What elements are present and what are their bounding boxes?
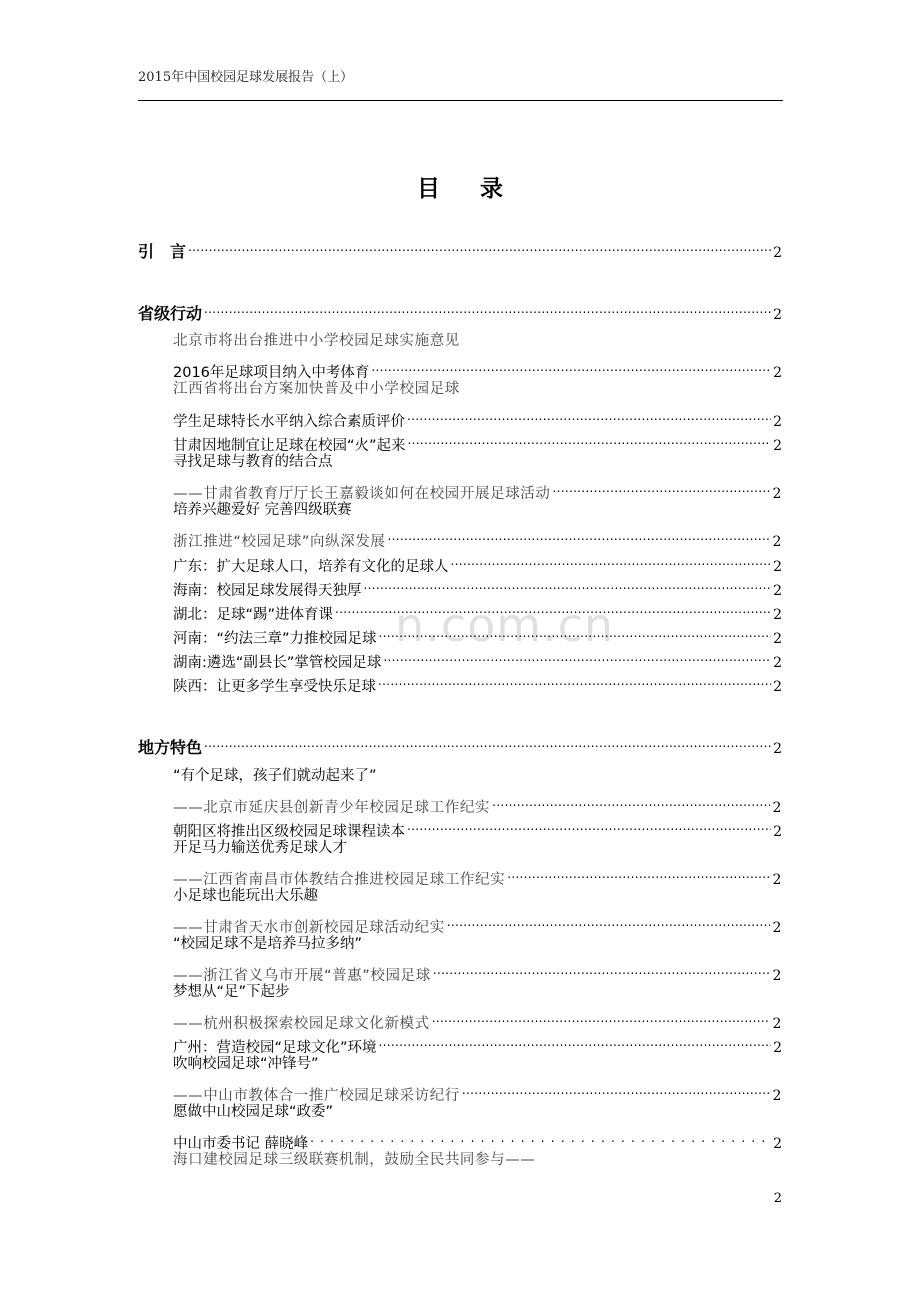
toc-entry[interactable]: ——甘肃省教育厅厅长王嘉毅谈如何在校园开展足球活动 ..... 2 [173,474,782,498]
toc-title: 目录 [417,176,543,202]
running-header: 2015年中国校园足球发展报告（上） [138,70,354,85]
watermark: n.com.cn [395,598,615,652]
toc-entry[interactable]: 广州：营造校园“足球文化”环境 ..... 2 [173,1028,782,1052]
toc-entry[interactable]: 湖北：足球“踢”进体育课 ..... 2 [173,595,782,619]
toc-entry[interactable]: 甘肃因地制宜让足球在校园“火”起来 ..... 2 [173,426,782,450]
toc-entry[interactable]: 学生足球特长水平纳入综合素质评价 ..... 2 [173,402,782,426]
toc-entry[interactable]: 寻找足球与教育的结合点 [173,454,333,470]
toc-entry[interactable]: 陕西：让更多学生享受快乐足球 ..... 2 [173,667,782,691]
toc-entry[interactable]: ——北京市延庆县创新青少年校园足球工作纪实 ..... 2 [173,788,782,812]
toc-entry[interactable]: 浙江推进“校园足球”向纵深发展 ..... 2 [173,522,782,546]
toc-entry[interactable]: “校园足球不是培养马拉多纳” [173,936,363,952]
toc-entry[interactable]: 小足球也能玩出大乐趣 [173,888,318,904]
toc-section-local[interactable]: 地方特色 ..... 2 [138,729,782,753]
toc-entry[interactable]: 广东：扩大足球人口，培养有文化的足球人 ..... 2 [173,547,782,571]
toc-entry[interactable]: 开足马力输送优秀足球人才 [173,840,347,856]
header-divider [138,100,783,101]
toc-entry[interactable]: 吹响校园足球“冲锋号” [173,1056,319,1072]
toc-entry[interactable]: 愿做中山校园足球“政委” [173,1104,334,1120]
toc-entry[interactable]: ——江西省南昌市体教结合推进校园足球工作纪实 ..... 2 [173,860,782,884]
toc-entry[interactable]: “有个足球，孩子们就动起来了” [173,768,377,784]
toc-entry[interactable]: 河南：“约法三章”力推校园足球 ..... 2 [173,619,782,643]
toc-entry[interactable]: ——甘肃省天水市创新校园足球活动纪实 ..... 2 [173,908,782,932]
toc-entry[interactable]: 海南：校园足球发展得天独厚 ..... 2 [173,571,782,595]
toc-entry[interactable]: 2016年足球项目纳入中考体育 ..... 2 [173,353,782,377]
toc-entry[interactable]: ——中山市教体合一推广校园足球采访纪行 ..... 2 [173,1076,782,1100]
toc-entry[interactable]: 梦想从“足”下起步 [173,984,290,1000]
toc-entry[interactable]: ——杭州积极探索校园足球文化新模式 ..... 2 [173,1004,782,1028]
toc-entry[interactable]: 江西省将出台方案加快普及中小学校园足球 [173,381,460,397]
toc-entry[interactable]: 海口建校园足球三级联赛机制，鼓励全民共同参与—— [173,1152,536,1168]
toc-entry[interactable]: 北京市将出台推进中小学校园足球实施意见 [173,333,460,349]
toc-entry[interactable]: 培养兴趣爱好 完善四级联赛 [173,502,352,518]
page-number: 2 [773,1191,782,1206]
toc-entry[interactable]: ——浙江省义乌市开展“普惠”校园足球 ..... 2 [173,956,782,980]
toc-entry[interactable]: 朝阳区将推出区级校园足球课程读本 ..... 2 [173,812,782,836]
toc-section-provincial[interactable]: 省级行动 ..... 2 [138,295,782,319]
toc-section-intro[interactable]: 引 言 ..... 2 [138,233,782,257]
toc-entry[interactable]: 中山市委书记 薛晓峰 . . . 2 [173,1124,782,1148]
toc-entry[interactable]: 湖南:遴选“副县长”掌管校园足球 ..... 2 [173,643,782,667]
